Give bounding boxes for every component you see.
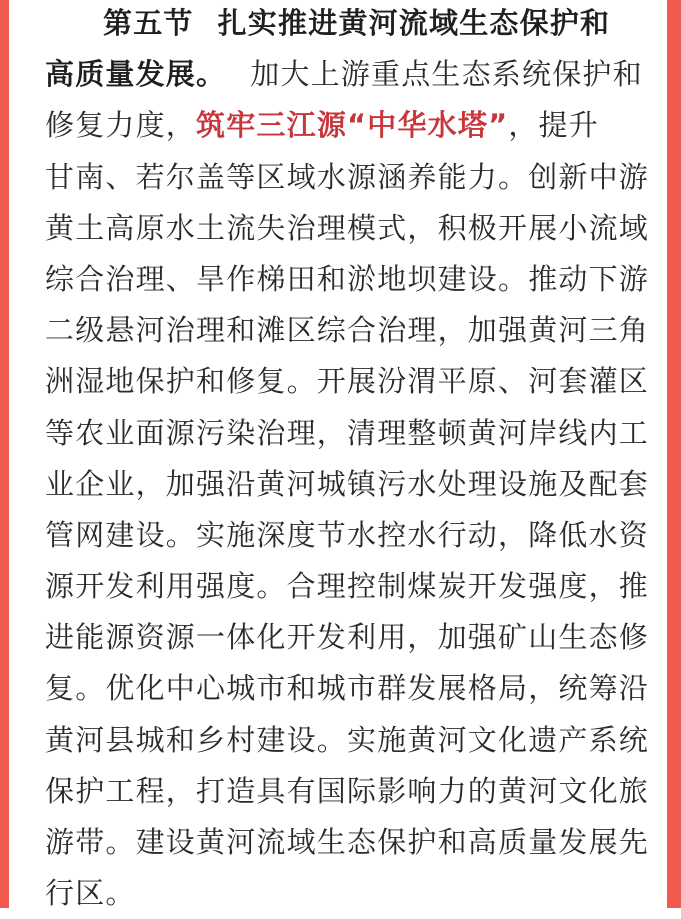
body-line: 洲湿地保护和修复。开展汾渭平原、河套灌区 <box>45 364 650 399</box>
section-heading-line-2 <box>45 49 641 100</box>
left-red-border <box>0 0 9 908</box>
section-title-part2: 高质量发展。 <box>45 57 227 92</box>
body-line: 进能源资源一体化开发利用，加强矿山生态修 <box>45 620 650 655</box>
body-line: 行区。 <box>45 876 136 911</box>
body-line: 黄土高原水土流失治理模式，积极开展小流域 <box>45 210 650 245</box>
line3-before: 修复力度， <box>45 108 197 143</box>
body-line: 源开发利用强度。合理控制煤炭开发强度，推 <box>45 569 650 604</box>
section-label: 第五节 <box>103 6 194 40</box>
line3-after: ，提升 <box>508 108 599 143</box>
section-title-part1: 扎实推进黄河流域生态保护和 <box>217 6 611 40</box>
body-line: 综合治理、旱作梯田和淤地坝建设。推动下游 <box>45 261 650 296</box>
highlight-phrase: 筑牢三江源“中华水塔” <box>196 108 509 143</box>
section-heading-line <box>45 0 641 49</box>
lead-text: 加大上游重点生态系统保护和 <box>250 57 643 92</box>
body-line: 游带。建设黄河流域生态保护和高质量发展先 <box>45 825 650 859</box>
highlight-line <box>45 100 641 151</box>
body-line: 复。优化中心城市和城市群发展格局，统筹沿 <box>45 671 650 706</box>
body-line: 业企业，加强沿黄河城镇污水处理设施及配套 <box>45 466 650 501</box>
body-line: 甘南、若尔盖等区域水源涵养能力。创新中游 <box>45 159 650 194</box>
body-line: 保护工程，打造具有国际影响力的黄河文化旅 <box>45 773 650 808</box>
body-line: 管网建设。实施深度节水控水行动，降低水资 <box>45 517 650 552</box>
body-line: 等农业面源污染治理，清理整顿黄河岸线内工 <box>45 415 650 450</box>
body-line: 黄河县城和乡村建设。实施黄河文化遗产系统 <box>45 722 650 757</box>
body-line: 二级悬河治理和滩区综合治理，加强黄河三角 <box>45 313 650 348</box>
right-red-border <box>667 0 681 908</box>
article-body <box>45 0 650 919</box>
